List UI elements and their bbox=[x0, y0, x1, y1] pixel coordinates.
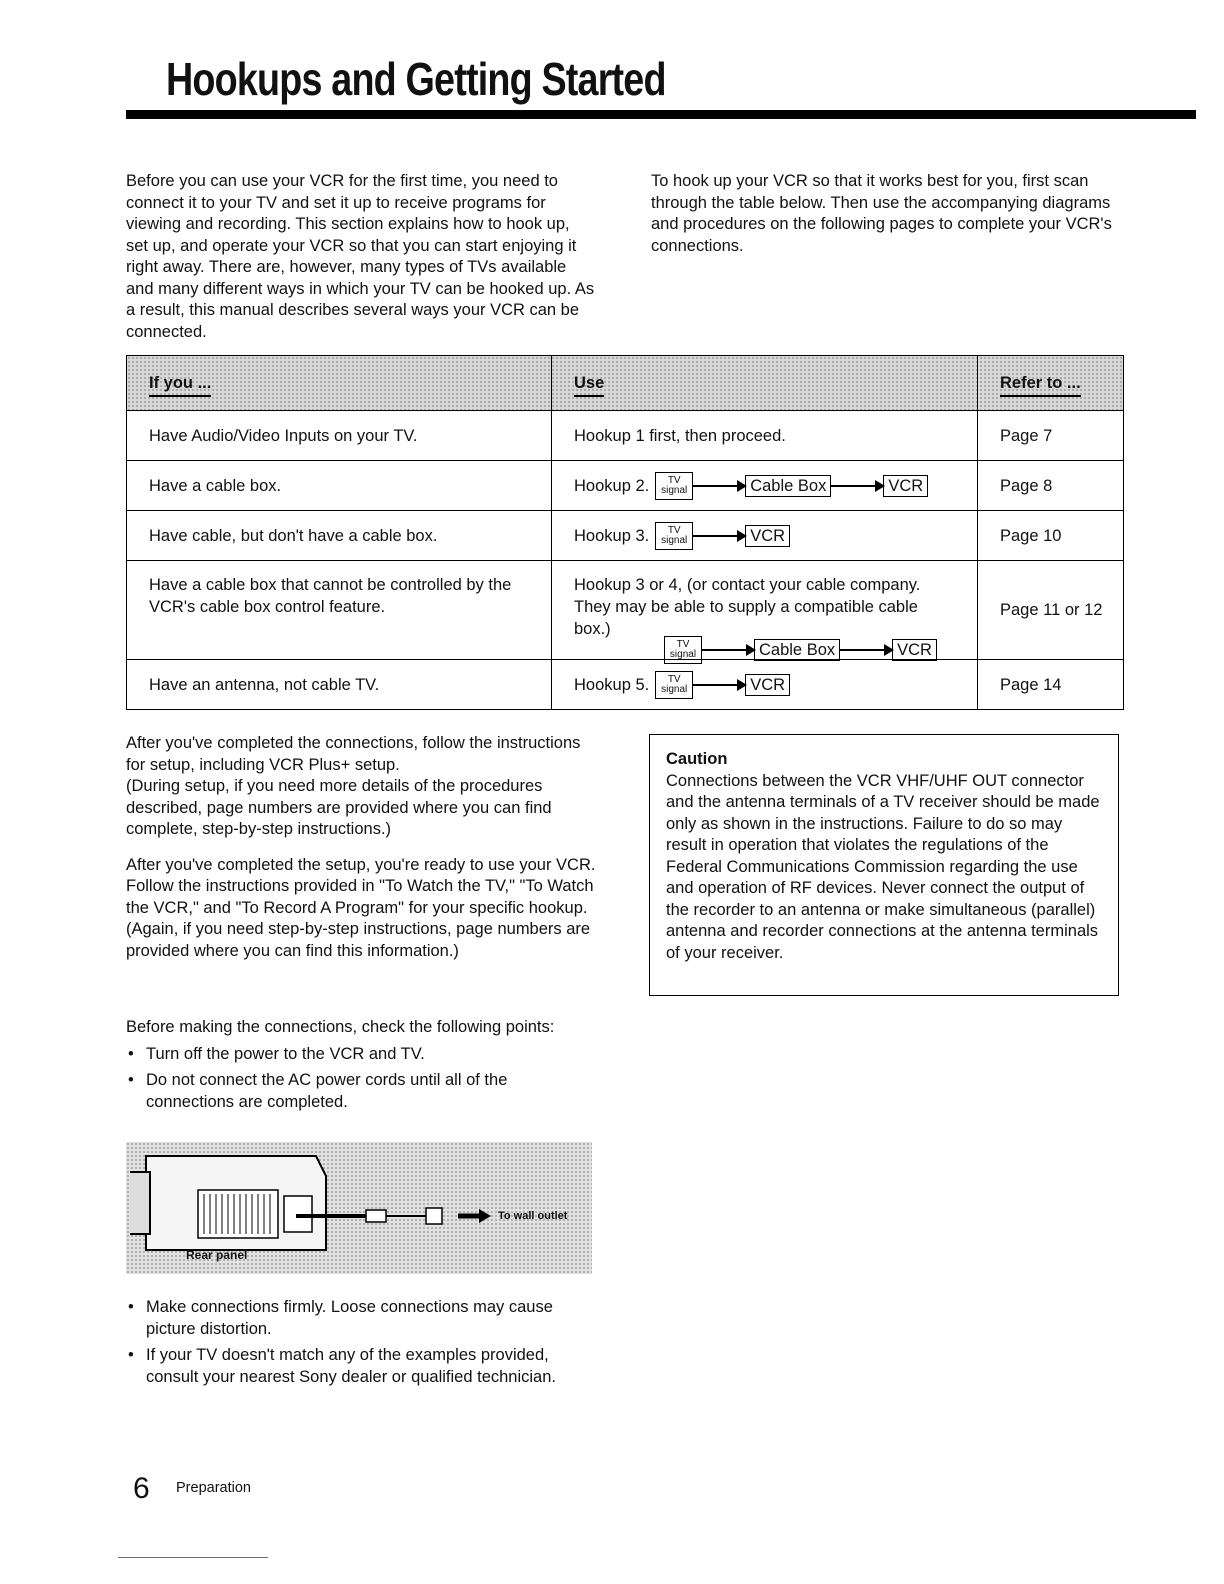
intro-right-paragraph bbox=[651, 171, 1131, 257]
row-condition: Have Audio/Video Inputs on your TV. bbox=[127, 411, 552, 460]
more-notes bbox=[126, 1292, 596, 1388]
arrow-icon bbox=[702, 649, 754, 651]
vcr-label: VCR bbox=[883, 475, 928, 497]
list-item: • Make connections firmly. Loose connections may cause picture distortion. bbox=[126, 1297, 596, 1340]
section-label: Preparation bbox=[176, 1480, 251, 1496]
footer-divider bbox=[118, 1557, 268, 1558]
row-condition: Have a cable box. bbox=[127, 461, 552, 510]
row-condition: Have cable, but don't have a cable box. bbox=[127, 511, 552, 560]
arrow-icon bbox=[693, 485, 745, 487]
row-condition: Have an antenna, not cable TV. bbox=[127, 660, 552, 709]
arrow-icon bbox=[693, 535, 745, 537]
page-title: Hookups and Getting Started bbox=[166, 53, 666, 105]
list-item: • Turn off the power to the VCR and TV. bbox=[126, 1044, 596, 1066]
after-paragraph: After you've completed the setup, you're ready to use your VCR. Follow the instructions provided in "To Watch the TV," "To Watch the VCR," and "To Record A Program" for your specific hookup. bbox=[126, 855, 596, 917]
table-row bbox=[127, 560, 1123, 659]
row-refer: Page 14 bbox=[1000, 675, 1062, 694]
row-use-cell bbox=[552, 561, 978, 659]
list-item: • If your TV doesn't match any of the examples provided, consult your nearest Sony dealer or qualified technician. bbox=[126, 1345, 596, 1388]
row-use: Hookup 1 first, then proceed. bbox=[552, 411, 978, 460]
row-refer: Page 11 or 12 bbox=[1000, 601, 1103, 619]
connection-diagram bbox=[655, 522, 790, 550]
header-if-you: If you ... bbox=[127, 356, 552, 410]
header-refer-to: Refer to ... bbox=[978, 356, 1123, 410]
row-refer: Page 7 bbox=[1000, 426, 1053, 445]
connection-diagram bbox=[655, 671, 790, 699]
tv-signal-box: TV signal bbox=[655, 472, 693, 500]
list-item: • Do not connect the AC power cords until all of the connections are completed. bbox=[126, 1070, 596, 1113]
tv-signal-box: TV signal bbox=[655, 671, 693, 699]
intro-left-paragraph bbox=[126, 171, 596, 343]
caution-box bbox=[649, 734, 1119, 996]
notes-list bbox=[126, 1297, 596, 1388]
caution-title: Caution bbox=[666, 750, 728, 768]
arrow-icon bbox=[840, 649, 892, 651]
page-number: 6 bbox=[133, 1472, 150, 1505]
table-row bbox=[127, 510, 1123, 560]
table-row bbox=[127, 659, 1123, 709]
row-use-cell bbox=[552, 511, 978, 560]
rear-panel-label: Rear panel bbox=[186, 1248, 248, 1262]
intro-right-text: To hook up your VCR so that it works best for you, first scan through the table below. Then use the accompanying diagrams and procedures on the following pages to complete your VCR's connections. bbox=[651, 172, 1112, 255]
arrow-icon bbox=[831, 485, 883, 487]
vcr-label: VCR bbox=[745, 525, 790, 547]
tv-signal-box: TV signal bbox=[655, 522, 693, 550]
wall-outlet-label: To wall outlet bbox=[498, 1210, 568, 1222]
title-rule bbox=[126, 110, 1196, 119]
table-row bbox=[127, 460, 1123, 510]
checks-section bbox=[126, 1017, 596, 1113]
checks-list bbox=[126, 1044, 596, 1114]
checks-intro: Before making the connections, check the following points: bbox=[126, 1018, 555, 1036]
cable-box-label: Cable Box bbox=[754, 639, 840, 661]
table-row bbox=[127, 410, 1123, 460]
row-use: Hookup 3. bbox=[574, 526, 650, 545]
header-use: Use bbox=[552, 356, 978, 410]
vcr-label: VCR bbox=[745, 674, 790, 696]
after-paragraph: (Again, if you need step-by-step instructions, page numbers are provided where you can find this information.) bbox=[126, 920, 591, 960]
row-use-cell bbox=[552, 461, 978, 510]
row-use: Hookup 3 or 4, (or contact your cable company. They may be able to supply a compatible cable box.) bbox=[574, 576, 921, 638]
cable-box-label: Cable Box bbox=[745, 475, 831, 497]
row-use: Hookup 2. bbox=[574, 476, 650, 495]
table-header-row bbox=[127, 356, 1123, 410]
connection-diagram bbox=[655, 472, 928, 500]
row-use-cell bbox=[552, 660, 978, 709]
arrow-icon bbox=[693, 684, 745, 686]
row-refer: Page 10 bbox=[1000, 526, 1062, 545]
after-connections-text bbox=[126, 733, 596, 962]
after-paragraph: After you've completed the connections, follow the instructions for setup, including VCR Plus+ setup. bbox=[126, 734, 581, 774]
caution-text: Connections between the VCR VHF/UHF OUT connector and the antenna terminals of a TV receiver should be made only as shown in the instructions. Failure to do so may result in operation that violates the regulations of the Federal Communications Commission regarding the use and operation of RF devices. Never connect the output of the recorder to an antenna or make simultaneous (parallel) antenna and recorder connections at the antenna terminals of your receiver. bbox=[666, 771, 1100, 962]
intro-left-text: Before you can use your VCR for the first time, you need to connect it to your TV and set it up to receive programs for viewing and recording. This section explains how to hook up, set up, and operate your VCR so that you can start enjoying it right away. There are, however, many types of TVs available and many different ways in which your TV can be hooked up. As a result, this manual describes several ways your VCR can be connected. bbox=[126, 172, 595, 341]
vcr-label: VCR bbox=[892, 639, 937, 661]
hookup-table bbox=[126, 355, 1124, 710]
row-use: Hookup 5. bbox=[574, 675, 650, 694]
after-paragraph: (During setup, if you need more details of the procedures described, page numbers are provided where you can find complete, step-by-step instructions.) bbox=[126, 777, 552, 838]
row-refer: Page 8 bbox=[1000, 476, 1053, 495]
tv-signal-box: TV signal bbox=[664, 636, 702, 664]
row-condition: Have a cable box that cannot be controlled by the VCR's cable box control feature. bbox=[127, 561, 552, 659]
